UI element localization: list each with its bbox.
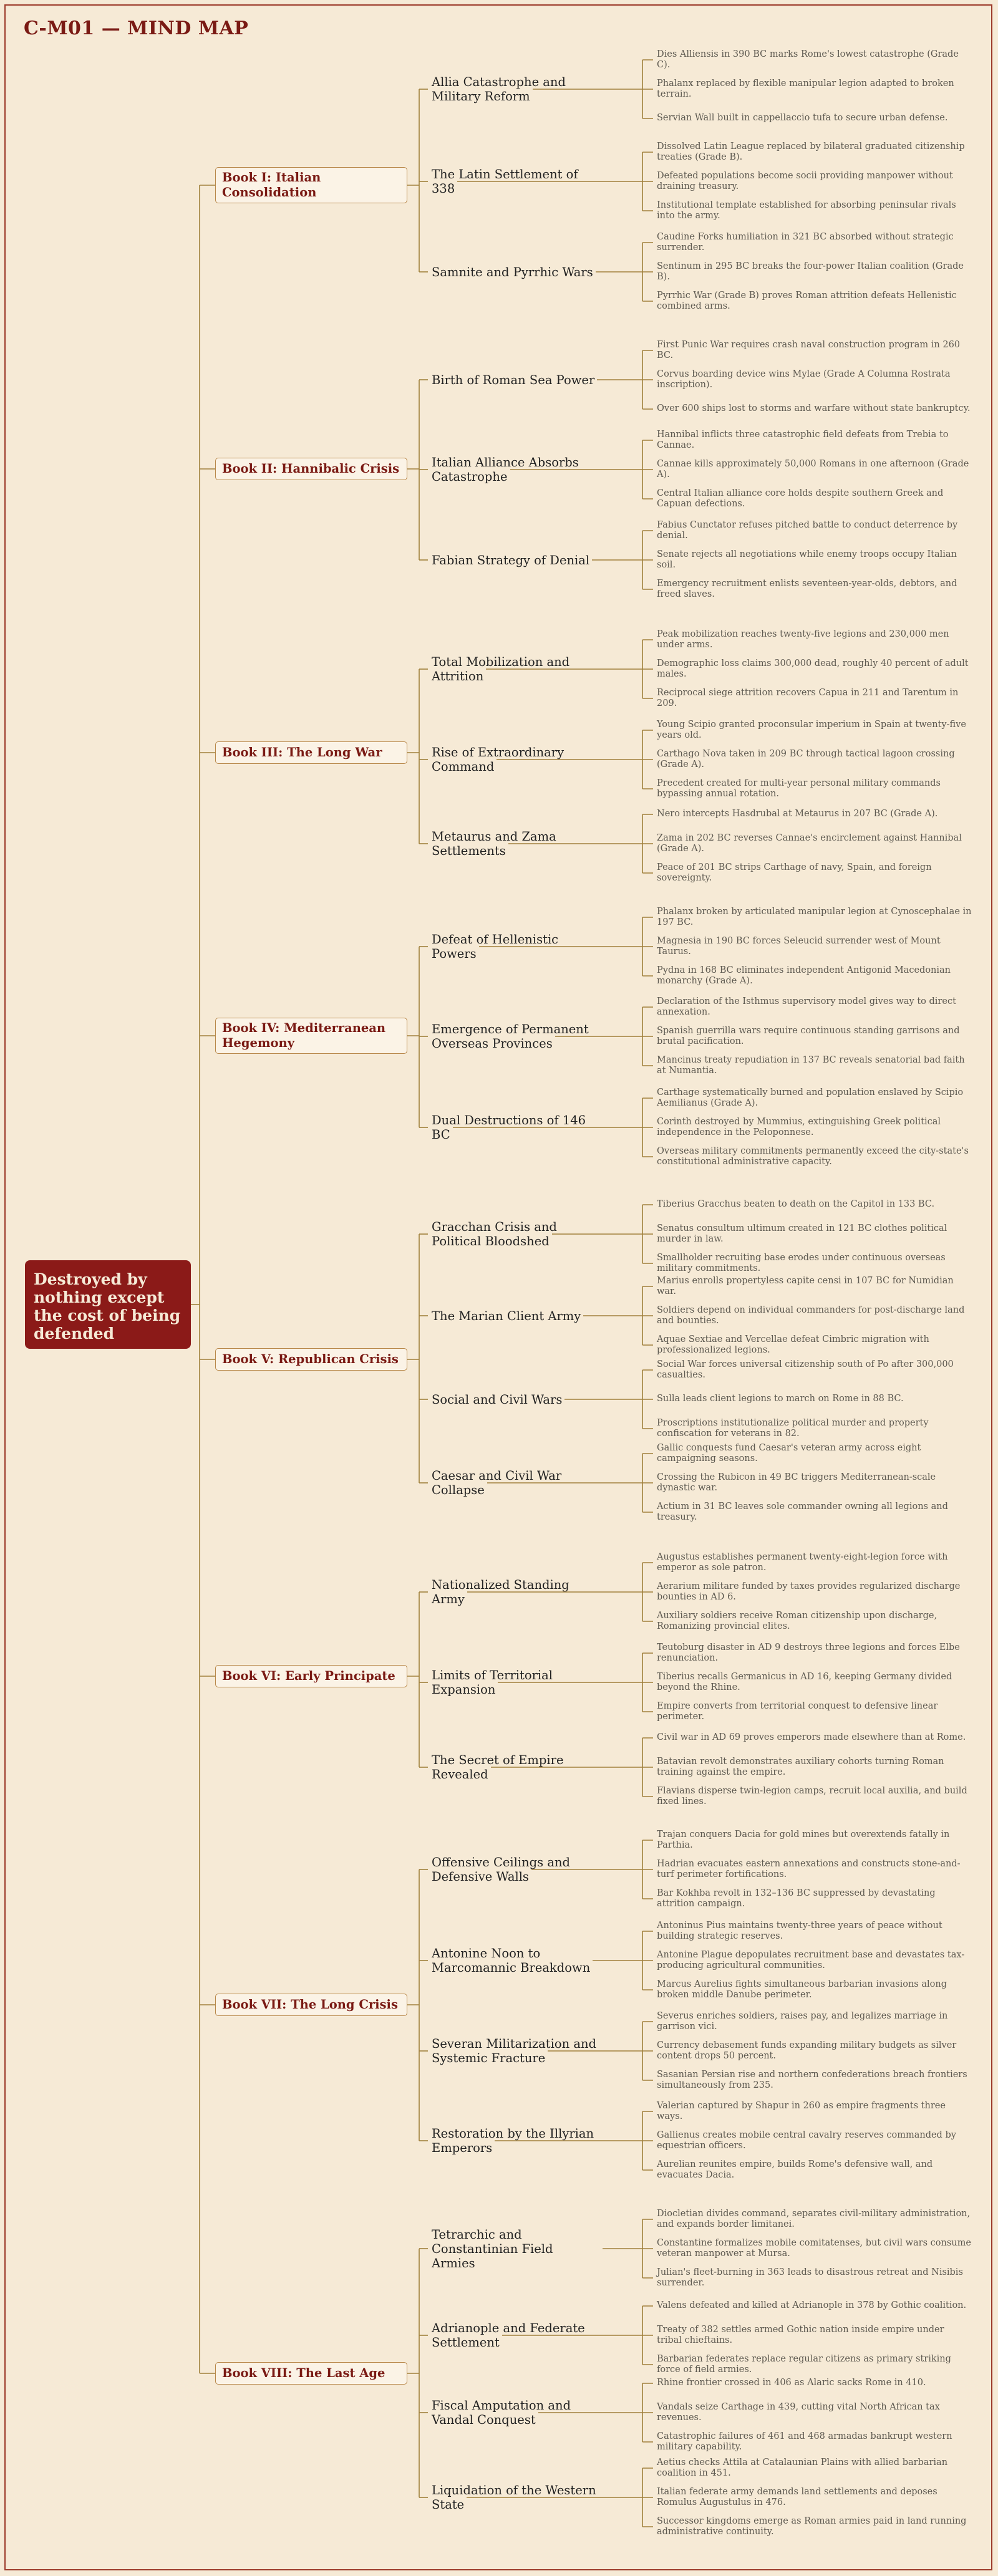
book-node[interactable]: Book I: Italian Consolidation (215, 167, 407, 203)
book-node[interactable]: Book VIII: The Last Age (215, 2362, 407, 2385)
leaf-node[interactable]: Teutoburg disaster in AD 9 destroys three legions and forces Elbe renunciation. (657, 1642, 960, 1663)
branch-node[interactable]: Liquidation of the Western State (432, 2483, 596, 2512)
branch-node[interactable]: The Secret of Empire Revealed (432, 1753, 564, 1782)
leaf-node[interactable]: Young Scipio granted proconsular imperium in Spain at twenty-five years old. (657, 719, 966, 740)
branch-node[interactable]: Tetrarchic and Constantinian Field Armies (432, 2227, 553, 2270)
root-node[interactable]: Destroyed by nothing except the cost of being defended (25, 1260, 191, 1349)
leaf-node[interactable]: Hadrian evacuates eastern annexations and constructs stone-and-turf perimeter fortifications. (657, 1858, 961, 1879)
leaf-node[interactable]: Actium in 31 BC leaves sole commander owning all legions and treasury. (657, 1501, 948, 1522)
leaf-node[interactable]: Pyrrhic War (Grade B) proves Roman attrition defeats Hellenistic combined arms. (657, 290, 957, 311)
branch-node[interactable]: Defeat of Hellenistic Powers (432, 932, 559, 961)
leaf-node[interactable]: Marius enrolls propertyless capite censi in 107 BC for Numidian war. (657, 1275, 954, 1296)
branch-node[interactable]: The Marian Client Army (432, 1308, 581, 1323)
leaf-node[interactable]: Rhine frontier crossed in 406 as Alaric sacks Rome in 410. (657, 2378, 926, 2388)
book-node[interactable]: Book VI: Early Principate (215, 1665, 407, 1687)
leaf-node[interactable]: Successor kingdoms emerge as Roman armies paid in land running administrative continuity. (657, 2516, 967, 2537)
leaf-node[interactable]: Barbarian federates replace regular citizens as primary striking force of field armies. (657, 2353, 951, 2375)
leaf-node[interactable]: Caudine Forks humiliation in 321 BC absorbed without strategic surrender. (657, 231, 954, 253)
leaf-node[interactable]: Carthage systematically burned and population enslaved by Scipio Aemilianus (Grade A). (657, 1087, 964, 1108)
branch-node[interactable]: Samnite and Pyrrhic Wars (432, 264, 593, 279)
branch-node[interactable]: Birth of Roman Sea Power (432, 372, 595, 387)
branch-node[interactable]: Antonine Noon to Marcomannic Breakdown (432, 1946, 591, 1975)
branch-node[interactable]: Limits of Territorial Expansion (432, 1668, 553, 1697)
leaf-node[interactable]: Antoninus Pius maintains twenty-three years of peace without building strategic reserves. (657, 1920, 942, 1941)
leaf-node[interactable]: Corinth destroyed by Mummius, extinguishing Greek political independence in the Peloponnese. (657, 1116, 941, 1137)
leaf-node[interactable]: Proscriptions institutionalize political murder and property confiscation for veterans in 82. (657, 1417, 929, 1439)
leaf-node[interactable]: Phalanx replaced by flexible manipular legion adapted to broken terrain. (657, 78, 954, 99)
branch-node[interactable]: Nationalized Standing Army (432, 1578, 569, 1606)
leaf-node[interactable]: Senatus consultum ultimum created in 121 BC clothes political murder in law. (657, 1223, 947, 1244)
leaf-node[interactable]: Social War forces universal citizenship south of Po after 300,000 casualties. (657, 1359, 954, 1380)
leaf-node[interactable]: Italian federate army demands land settlements and deposes Romulus Augustulus in 476. (657, 2486, 937, 2507)
leaf-node[interactable]: Sulla leads client legions to march on Rome in 88 BC. (657, 1394, 904, 1404)
leaf-node[interactable]: Sentinum in 295 BC breaks the four-power Italian coalition (Grade B). (657, 261, 964, 282)
leaf-node[interactable]: Batavian revolt demonstrates auxiliary cohorts turning Roman training against the empire. (657, 1756, 944, 1777)
page-title: C-M01 — MIND MAP (24, 17, 249, 39)
leaf-node[interactable]: Soldiers depend on individual commanders for post-discharge land and bounties. (657, 1305, 965, 1326)
leaf-node[interactable]: Gallienus creates mobile central cavalry reserves commanded by equestrian officers. (657, 2130, 956, 2151)
branch-node[interactable]: Total Mobilization and Attrition (432, 655, 570, 683)
leaf-node[interactable]: Tiberius Gracchus beaten to death on the Capitol in 133 BC. (657, 1199, 935, 1209)
branch-node[interactable]: Dual Destructions of 146 BC (432, 1113, 586, 1142)
leaf-node[interactable]: Central Italian alliance core holds despite southern Greek and Capuan defections. (657, 488, 944, 509)
leaf-node[interactable]: Catastrophic failures of 461 and 468 armadas bankrupt western military capability. (657, 2431, 952, 2452)
leaf-node[interactable]: Corvus boarding device wins Mylae (Grade A Columna Rostrata inscription). (657, 369, 951, 390)
leaf-node[interactable]: Cannae kills approximately 50,000 Romans in one afternoon (Grade A). (657, 458, 969, 480)
leaf-node[interactable]: Augustus establishes permanent twenty-eight-legion force with emperor as sole patron. (657, 1551, 948, 1573)
leaf-node[interactable]: Constantine formalizes mobile comitatenses, but civil wars consume veteran manpower at Mursa. (657, 2237, 971, 2259)
leaf-node[interactable]: Gallic conquests fund Caesar's veteran army across eight campaigning seasons. (657, 1442, 921, 1464)
leaf-node[interactable]: Aetius checks Attila at Catalaunian Plains with allied barbarian coalition in 451. (657, 2457, 948, 2478)
leaf-node[interactable]: Crossing the Rubicon in 49 BC triggers Mediterranean-scale dynastic war. (657, 1472, 936, 1493)
branch-node[interactable]: Gracchan Crisis and Political Bloodshed (432, 1220, 557, 1248)
leaf-node[interactable]: Overseas military commitments permanently exceed the city-state's constitutional administrative capacity. (657, 1146, 969, 1167)
leaf-node[interactable]: Valens defeated and killed at Adrianople in 378 by Gothic coalition. (657, 2300, 967, 2310)
branch-node[interactable]: Italian Alliance Absorbs Catastrophe (432, 455, 579, 484)
leaf-node[interactable]: Diocletian divides command, separates civil-military administration, and expands border limitanei. (657, 2208, 971, 2229)
branch-node[interactable]: The Latin Settlement of 338 (432, 167, 578, 196)
leaf-node[interactable]: Julian's fleet-burning in 363 leads to disastrous retreat and Nisibis surrender. (657, 2267, 963, 2288)
leaf-node[interactable]: Bar Kokhba revolt in 132–136 BC suppressed by devastating attrition campaign. (657, 1888, 936, 1909)
leaf-node[interactable]: Peace of 201 BC strips Carthage of navy, Spain, and foreign sovereignty. (657, 862, 932, 883)
leaf-node[interactable]: Flavians disperse twin-legion camps, recruit local auxilia, and build fixed lines. (657, 1785, 967, 1807)
leaf-node[interactable]: Auxiliary soldiers receive Roman citizenship upon discharge, Romanizing provincial elites. (657, 1610, 937, 1631)
leaf-node[interactable]: Vandals seize Carthage in 439, cutting vital North African tax revenues. (657, 2401, 940, 2423)
book-node[interactable]: Book IV: Mediterranean Hegemony (215, 1018, 407, 1054)
leaf-node[interactable]: Civil war in AD 69 proves emperors made elsewhere than at Rome. (657, 1732, 966, 1742)
branch-node[interactable]: Social and Civil Wars (432, 1392, 563, 1407)
leaf-node[interactable]: Fabius Cunctator refuses pitched battle to conduct deterrence by denial. (657, 519, 958, 541)
branch-node[interactable]: Metaurus and Zama Settlements (432, 829, 556, 858)
leaf-node[interactable]: Aurelian reunites empire, builds Rome's defensive wall, and evacuates Dacia. (657, 2159, 933, 2180)
book-node[interactable]: Book III: The Long War (215, 741, 407, 764)
leaf-node[interactable]: Spanish guerrilla wars require continuous standing garrisons and brutal pacification. (657, 1025, 960, 1046)
leaf-node[interactable]: Trajan conquers Dacia for gold mines but overextends fatally in Parthia. (657, 1829, 950, 1850)
branch-node[interactable]: Fiscal Amputation and Vandal Conquest (432, 2398, 571, 2427)
branch-node[interactable]: Emergence of Permanent Overseas Provinces (432, 1022, 589, 1051)
leaf-node[interactable]: Demographic loss claims 300,000 dead, roughly 40 percent of adult males. (657, 658, 969, 679)
leaf-node[interactable]: Hannibal inflicts three catastrophic field defeats from Trebia to Cannae. (657, 429, 949, 450)
branch-node[interactable]: Severan Militarization and Systemic Fracture (432, 2037, 596, 2065)
leaf-node[interactable]: Tiberius recalls Germanicus in AD 16, keeping Germany divided beyond the Rhine. (657, 1671, 952, 1692)
leaf-node[interactable]: Pydna in 168 BC eliminates independent Antigonid Macedonian monarchy (Grade A). (657, 965, 951, 986)
leaf-node[interactable]: Magnesia in 190 BC forces Seleucid surrender west of Mount Taurus. (657, 935, 941, 957)
leaf-node[interactable]: Marcus Aurelius fights simultaneous barbarian invasions along broken middle Danube perimeter. (657, 1979, 947, 2000)
leaf-node[interactable]: Antonine Plague depopulates recruitment base and devastates tax-producing agricultural communities. (657, 1949, 965, 1971)
book-node[interactable]: Book II: Hannibalic Crisis (215, 458, 407, 480)
branch-node[interactable]: Fabian Strategy of Denial (432, 552, 590, 567)
branch-node[interactable]: Rise of Extraordinary Command (432, 745, 564, 774)
leaf-node[interactable]: Aquae Sextiae and Vercellae defeat Cimbric migration with professionalized legions. (657, 1334, 929, 1355)
leaf-node[interactable]: Peak mobilization reaches twenty-five legions and 230,000 men under arms. (657, 629, 949, 650)
book-node[interactable]: Book V: Republican Crisis (215, 1348, 407, 1371)
leaf-node[interactable]: Empire converts from territorial conquest to defensive linear perimeter. (657, 1700, 938, 1722)
leaf-node[interactable]: Declaration of the Isthmus supervisory model gives way to direct annexation. (657, 996, 956, 1017)
branch-node[interactable]: Offensive Ceilings and Defensive Walls (432, 1855, 571, 1884)
leaf-node[interactable]: Carthago Nova taken in 209 BC through tactical lagoon crossing (Grade A). (657, 748, 955, 769)
leaf-node[interactable]: Treaty of 382 settles armed Gothic nation inside empire under tribal chieftains. (657, 2324, 944, 2345)
leaf-node[interactable]: Phalanx broken by articulated manipular legion at Cynoscephalae in 197 BC. (657, 906, 972, 927)
leaf-node[interactable]: Smallholder recruiting base erodes under continuous overseas military commitments. (657, 1252, 946, 1273)
leaf-node[interactable]: Currency debasement funds expanding military budgets as silver content drops 50 percent. (657, 2040, 957, 2061)
leaf-node[interactable]: Aerarium militare funded by taxes provides regularized discharge bounties in AD 6. (657, 1581, 961, 1602)
leaf-node[interactable]: Defeated populations become socii providing manpower without draining treasury. (657, 170, 953, 191)
branch-node[interactable]: Allia Catastrophe and Military Reform (432, 75, 566, 104)
leaf-node[interactable]: Sasanian Persian rise and northern confederations breach frontiers simultaneously from 235. (657, 2069, 967, 2090)
leaf-node[interactable]: Dies Alliensis in 390 BC marks Rome's lowest catastrophe (Grade C). (657, 49, 959, 70)
leaf-node[interactable]: Severus enriches soldiers, raises pay, and legalizes marriage in garrison vici. (657, 2010, 948, 2032)
branch-node[interactable]: Caesar and Civil War Collapse (432, 1469, 562, 1497)
leaf-node[interactable]: Over 600 ships lost to storms and warfare without state bankruptcy. (657, 403, 971, 413)
leaf-node[interactable]: Institutional template established for absorbing peninsular rivals into the army. (657, 200, 956, 221)
branch-node[interactable]: Restoration by the Illyrian Emperors (432, 2126, 594, 2155)
leaf-node[interactable]: Reciprocal siege attrition recovers Capua in 211 and Tarentum in 209. (657, 687, 959, 708)
leaf-node[interactable]: Dissolved Latin League replaced by bilateral graduated citizenship treaties (Grade B). (657, 141, 965, 162)
branch-node[interactable]: Adrianople and Federate Settlement (432, 2321, 585, 2350)
leaf-node[interactable]: Senate rejects all negotiations while enemy troops occupy Italian soil. (657, 549, 957, 570)
leaf-node[interactable]: Zama in 202 BC reverses Cannae's encirclement against Hannibal (Grade A). (657, 832, 962, 854)
leaf-node[interactable]: Servian Wall built in cappellaccio tufa to secure urban defense. (657, 113, 948, 123)
book-node[interactable]: Book VII: The Long Crisis (215, 1994, 407, 2016)
leaf-node[interactable]: Nero intercepts Hasdrubal at Metaurus in 207 BC (Grade A). (657, 809, 938, 819)
leaf-node[interactable]: Emergency recruitment enlists seventeen-year-olds, debtors, and freed slaves. (657, 578, 957, 599)
leaf-node[interactable]: Valerian captured by Shapur in 260 as empire fragments three ways. (657, 2100, 946, 2121)
leaf-node[interactable]: Precedent created for multi-year personal military commands bypassing annual rotation. (657, 778, 941, 799)
leaf-node[interactable]: First Punic War requires crash naval construction program in 260 BC. (657, 339, 961, 360)
leaf-node[interactable]: Mancinus treaty repudiation in 137 BC reveals senatorial bad faith at Numantia. (657, 1054, 965, 1076)
